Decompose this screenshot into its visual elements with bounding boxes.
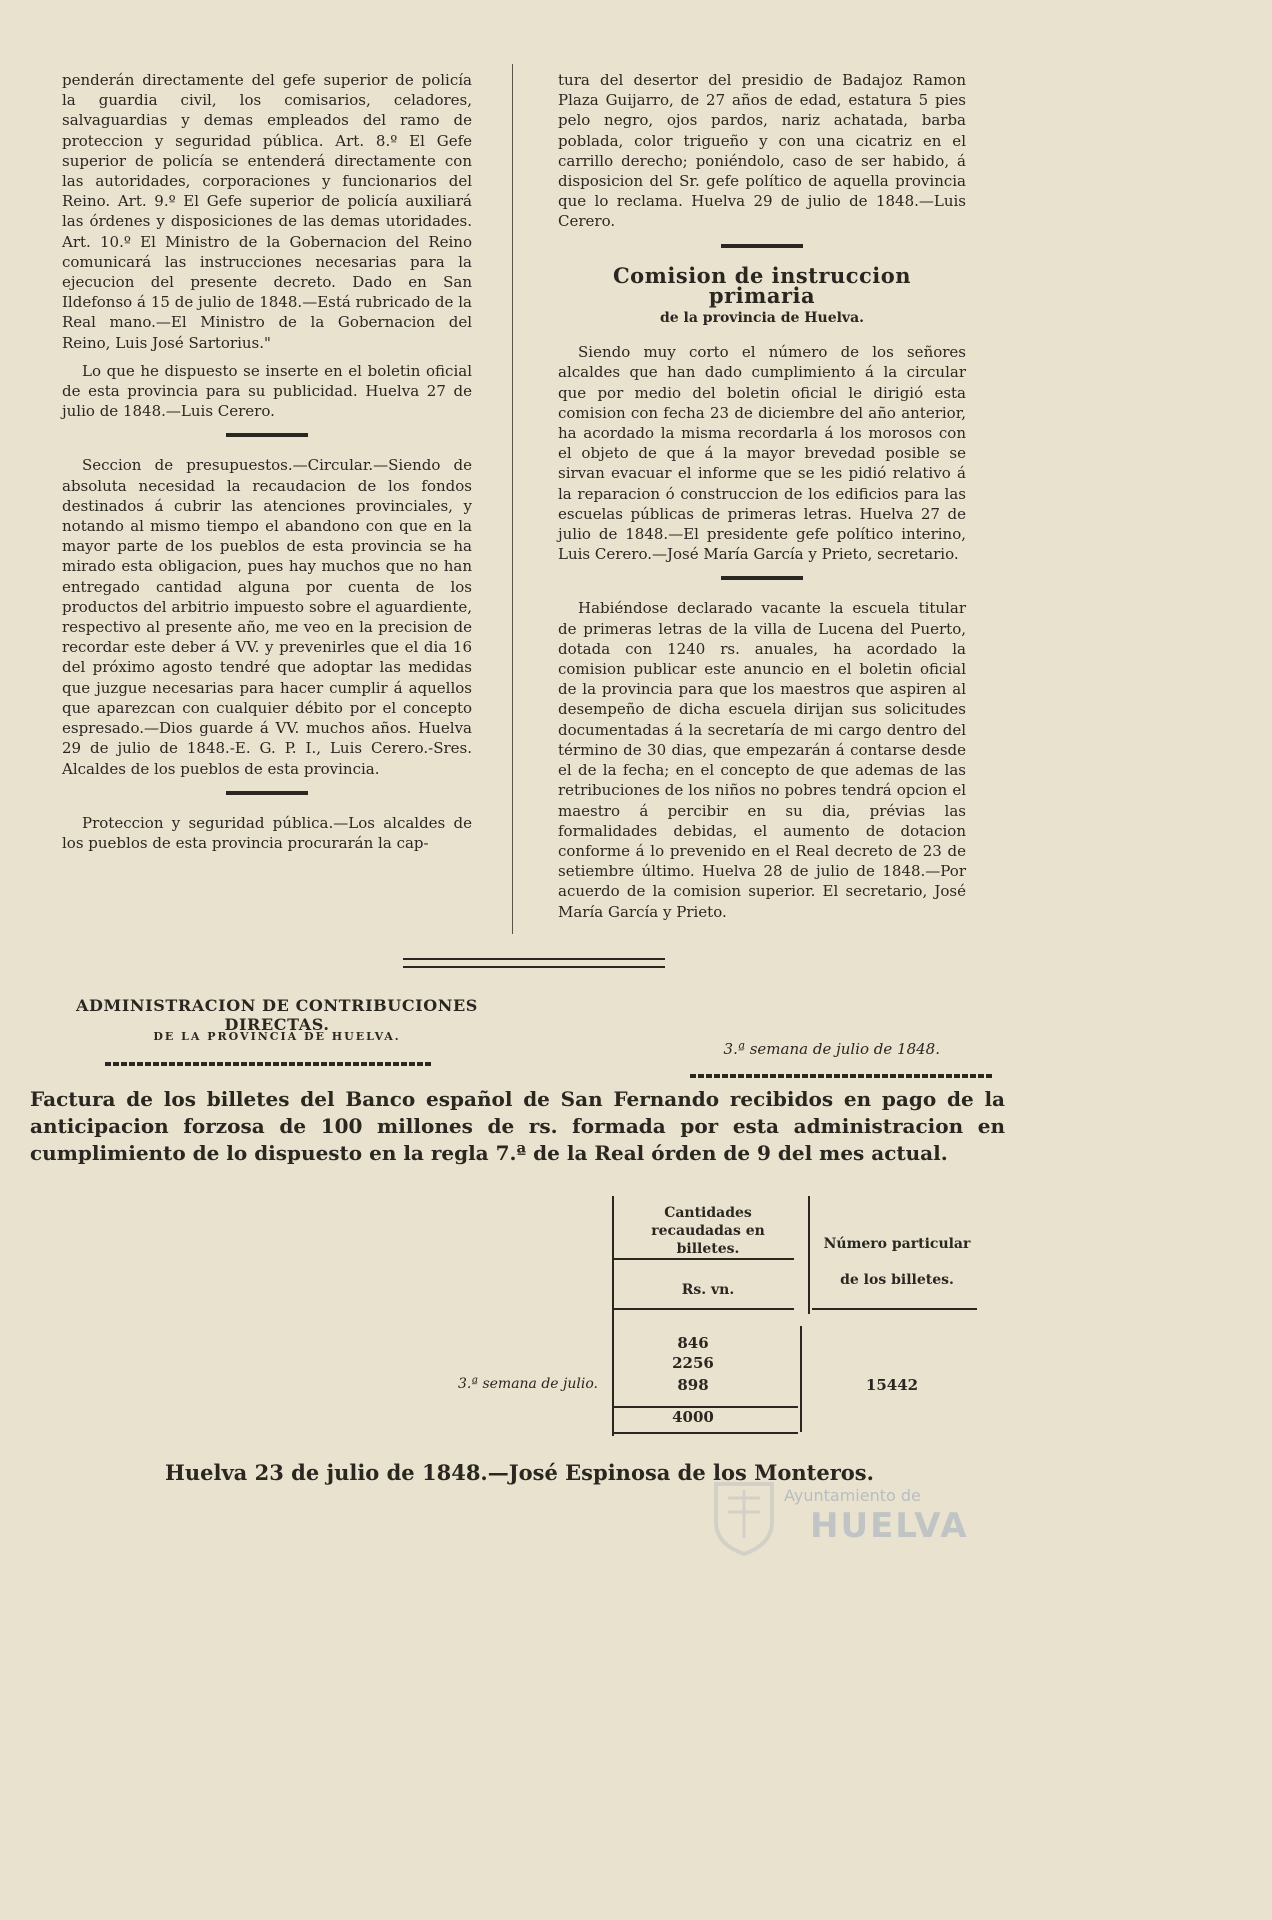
column-divider [512,64,513,934]
billetes-table [0,1196,1039,1446]
commission-circular: Siendo muy corto el número de los señores alcaldes que han dado cumplimiento á la circular que por medio del boletin oficial le dirigió esta comision con fecha 23 de diciembre del año anterior, ha acordado la misma recordarla á los morosos con el objeto de que á la mayor brevedad posible se sirvan evacuar el informe que se les pidió relativo á la reparacion ó construccion de los edificios para las escuelas públicas de primeras letras. Huelva 27 de julio de 1848.—El presidente gefe político interino, Luis Cerero.—José María García y Prieto, secretario. [558,343,966,564]
ornament-rule [105,1062,433,1066]
amount-cell: 846 [677,1334,709,1352]
ornament-rule [690,1074,992,1078]
decree-text: penderán directamente del gefe superior de policía la guardia civil, los comisarios, celadores, salvaguardias y demas empleados del ramo de proteccion y seguridad pública. Art. 8.º El Gefe superior de policía se entenderá directamente con las autoridades, corporaciones y funcionarios del Reino. Art. 9.º El Gefe superior de policía auxiliará las órdenes y disposiciones de las demas utoridades. Art. 10.º El Ministro de la Gobernacion del Reino comunicará las instrucciones necesarias para la ejecucion del presente decreto. Dado en San Ildefonso á 15 de julio de 1848.—Está rubricado de la Real mano.—El Ministro de la Gobernacion del Reino, Luis José Sartorius." [62,71,472,352]
protection-notice: Proteccion y seguridad pública.—Los alcaldes de los pueblos de esta provincia procurarán la cap- [62,813,472,852]
number-header-a: Número particular [823,1236,971,1252]
budget-circular: Seccion de presupuestos.—Circular.—Siendo de absoluta necesidad la recaudacion de los fondos destinados á cubrir las atenciones provinciales, y notando al mismo tiempo el abandono con que en la mayor parte de los pueblos de esta provincia se ha mirado esta obligacion, pues hay muchos que no han entregado cantidad alguna por cuenta de los productos del arbitrio impuesto sobre el aguardiente, respectivo al presente año, me veo en la precision de recordar este deber á VV. y prevenirles que el dia 16 del próximo agosto tendré que adoptar las medidas que juzgue necesarias para hacer cumplir á aquellos que aparezcan con cualquier débito por el concepto espresado.—Dios guarde á VV. muchos años. Huelva 29 de julio de 1848.-E. G. P. I., Luis Cerero.-Sres. Alcaldes de los pueblos de esta provincia. [62,456,472,778]
table-rule [612,1258,794,1260]
table-border [808,1196,810,1314]
amount-cell: 2256 [672,1354,714,1372]
table-brace [800,1326,802,1432]
signature-line: Huelva 23 de julio de 1848.—José Espinosa de los Monteros. [165,1460,874,1485]
week-date: 3.ª semana de julio de 1848. [723,1040,940,1058]
separator-rule [226,433,308,437]
number-header-b: de los billetes. [840,1272,954,1288]
table-rule [612,1308,794,1310]
table-border [612,1196,614,1436]
table-rule [812,1308,977,1310]
separator-rule [721,576,803,580]
table-rule [612,1432,798,1434]
commission-subtitle: de la provincia de Huelva. [659,310,865,327]
watermark-big-text: HUELVA [810,1506,969,1546]
commission-title: Comision de instruccion primaria [612,262,912,308]
amount-header: Cantidades recaudadas en billetes. [651,1205,765,1257]
right-column [558,70,966,930]
publication-note: Lo que he dispuesto se inserte en el boletin oficial de esta provincia para su publicidad. Huelva 27 de julio de 1848.—Luis Cerero. [62,361,472,421]
left-column [62,70,472,861]
vacancy-notice: Habiéndose declarado vacante la escuela titular de primeras letras de la villa de Lucena del Puerto, dotada con 1240 rs. anuales, ha acordado la comision publicar este anuncio en el boletin oficial de la provincia para que los maestros que aspiren al desempeño de dicha escuela dirijan sus solicitudes documentadas á la secretaría de mi cargo dentro del término de 30 dias, que empezarán á contarse desde el de la fecha; en el concepto de que ademas de las retribuciones de los niños no pobres tendrá opcion el maestro á percibir en su dia, prévias las formalidades debidas, el aumento de dotacion conforme á lo prevenido en el Real decreto de 23 de setiembre último. Huelva 28 de julio de 1848.—Por acuerdo de la comision superior. El secretario, José María García y Prieto. [558,599,966,921]
admin-title: ADMINISTRACION DE CONTRIBUCIONES DIRECTAS. [76,996,478,1034]
billete-number-cell: 15442 [865,1376,919,1394]
admin-subtitle: DE LA PROVINCIA DE HUELVA. [153,1030,401,1043]
amount-cell: 898 [677,1376,709,1394]
separator-rule [226,791,308,795]
total-cell: 4000 [672,1408,714,1426]
city-shield-icon [712,1478,776,1556]
invoice-title: Factura de los billetes del Banco español de San Fernando recibidos en pago de la anticipacion forzosa de 100 millones de rs. formada por esta administracion en cumplimiento de lo dispuesto en la regla 7.ª de la Real órden de 9 del mes actual. [30,1087,1005,1165]
deserter-notice: tura del desertor del presidio de Badajoz Ramon Plaza Guijarro, de 27 años de edad, estatura 5 pies pelo negro, ojos pardos, nariz achatada, barba poblada, color trigueño y con una cicatriz en el carrillo derecho; poniéndolo, caso de ser habido, á disposicion del Sr. gefe político de aquella provincia que lo reclama. Huelva 29 de julio de 1848.—Luis Cerero. [558,71,966,231]
watermark-small-text: Ayuntamiento de [784,1486,921,1505]
section-rule [403,958,665,968]
row-label: 3.ª semana de julio. [457,1376,598,1392]
separator-rule [721,244,803,248]
unit-header: Rs. vn. [681,1282,735,1298]
